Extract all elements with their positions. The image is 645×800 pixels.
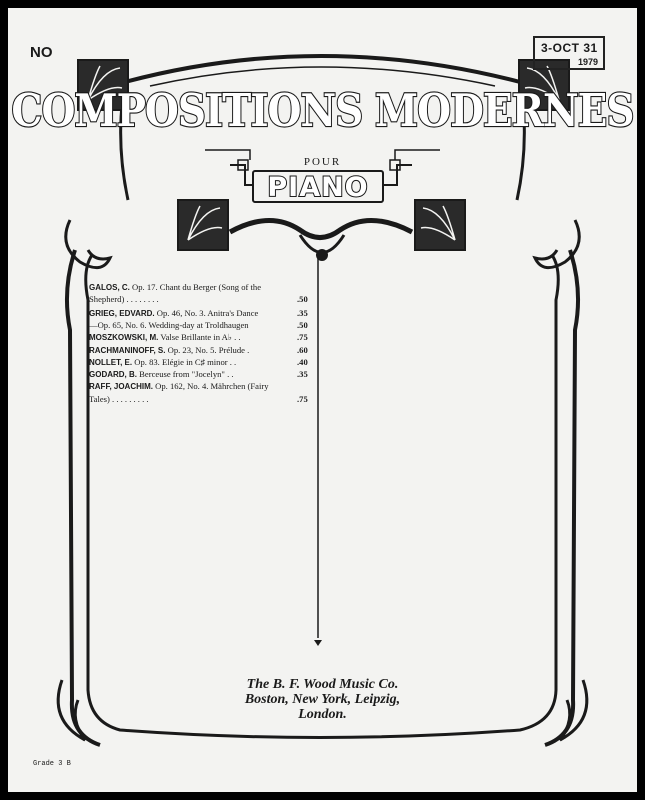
work-title: —Op. 65, No. 6. Wedding-day at Troldhaugen: [89, 320, 249, 330]
work-title: Valse Brillante in A♭ . .: [160, 332, 241, 342]
catalog-entry: [89, 320, 314, 331]
instrument-label: PIANO: [252, 170, 384, 203]
catalog-entry: [89, 294, 314, 305]
grade-label: Grade 3 B: [33, 760, 71, 768]
work-title: Berceuse from "Jocelyn" . .: [139, 369, 234, 379]
price: .40: [297, 357, 308, 367]
stamp-date: 3-OCT 31: [541, 41, 598, 55]
composer-name: GRIEG, EDVARD.: [89, 309, 155, 318]
composer-name: NOLLET, E.: [89, 358, 133, 367]
catalog-entry: [89, 369, 314, 380]
work-title: Tales) . . . . . . . . .: [89, 394, 149, 404]
catalog-mark: NO: [30, 44, 53, 61]
price: .35: [297, 369, 308, 379]
composer-name: RACHMANINOFF, S.: [89, 346, 166, 355]
publisher-imprint: [0, 677, 645, 722]
work-title: Op. 46, No. 3. Anitra's Dance: [156, 308, 259, 318]
catalog-entry: [89, 282, 314, 293]
date-stamp: [533, 36, 605, 70]
work-title: Op. 162, No. 4. Mährchen (Fairy: [155, 381, 269, 391]
composer-name: GODARD, B.: [89, 370, 137, 379]
price: .75: [297, 394, 308, 404]
price: .50: [297, 320, 308, 330]
catalog-entry: [89, 332, 314, 343]
composer-name: MOSZKOWSKI, M.: [89, 333, 159, 342]
catalog-entry: [89, 308, 314, 319]
price: .50: [297, 294, 308, 304]
composer-name: RAFF, JOACHIM.: [89, 382, 153, 391]
work-title: Op. 23, No. 5. Prélude .: [167, 345, 250, 355]
catalog-entry: [89, 381, 314, 392]
page-title: COMPOSITIONS MODERNES: [11, 84, 634, 138]
composer-name: GALOS, C.: [89, 283, 130, 292]
subtitle-pour: POUR: [303, 156, 342, 168]
price: .75: [297, 332, 308, 342]
price: .60: [297, 345, 308, 355]
catalog-entry: [89, 394, 314, 405]
publisher-name: The B. F. Wood Music Co.: [246, 677, 399, 692]
catalog-entry: [89, 357, 314, 368]
work-title: Shepherd) . . . . . . . .: [89, 294, 159, 304]
publisher-city-london: London.: [298, 707, 347, 722]
catalog-entry: [89, 345, 314, 356]
work-title: Op. 83. Elégie in C♯ minor . .: [134, 357, 237, 367]
publisher-cities: Boston, New York, Leipzig,: [244, 692, 401, 707]
price: .35: [297, 308, 308, 318]
stamp-year: 1979: [577, 57, 598, 67]
work-title: Op. 17. Chant du Berger (Song of the: [132, 282, 262, 292]
